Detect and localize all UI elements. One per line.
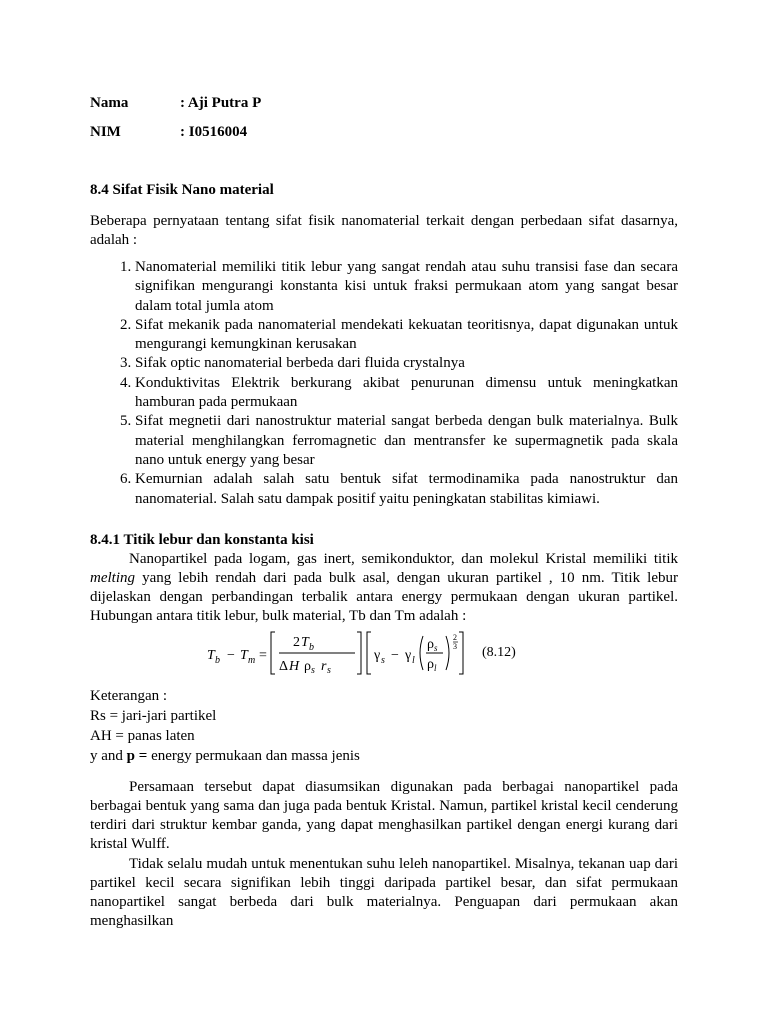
nim-value: : I0516004 — [180, 124, 248, 140]
subsection-title: 8.4.1 Titik lebur dan konstanta kisi — [90, 532, 314, 548]
name-label: Nama — [90, 95, 129, 111]
svg-text:γ: γ — [405, 648, 412, 663]
svg-text:l: l — [434, 663, 437, 673]
svg-text:T: T — [301, 635, 309, 650]
svg-text:s: s — [381, 655, 385, 666]
svg-text:s: s — [311, 665, 315, 676]
note-bold-term: p = — [126, 748, 148, 764]
svg-text:T: T — [240, 648, 248, 663]
name-value: : Aji Putra P — [180, 95, 262, 111]
svg-text:2: 2 — [293, 635, 300, 650]
subsection-paragraph-2: Persamaan tersebut dapat diasumsikan digunakan pada berbagai nanopartikel pada berbagai bentuk yang sama dan juga pada bentuk Kristal. Namun, partikel kristal kecil cenderung terdiri dari struktur kembar ganda, yang dapat menghasilkan partikel dengan energi kurang dari kristal Wulff. — [90, 779, 678, 852]
svg-text:2: 2 — [453, 633, 457, 642]
svg-text:=: = — [259, 648, 267, 663]
paragraph-text: yang lebih rendah dari pada bulk asal, dengan ukuran partikel , 10 nm. Titik lebur dijelaskan dengan perbandingan terbalik antara energy permukaan dengan ukuran partikel. Hubungan antara titik lebur, bulk material, Tb dan Tm adalah : — [90, 570, 678, 624]
svg-text:l: l — [412, 655, 415, 666]
svg-text:r: r — [321, 659, 327, 674]
svg-text:s: s — [327, 665, 331, 676]
list-item: 5. Sifat megnetii dari nanostruktur material sangat berbeda dengan bulk materialnya. Bulk material menghilangkan ferromagnetic dan mentransfer ke supermagnetik pada skala nano untuk energy yang besar — [135, 412, 678, 470]
paragraph-text: Nanopartikel pada logam, gas inert, semikonduktor, dan molekul Kristal memiliki titik — [129, 551, 678, 567]
svg-text:T: T — [207, 648, 215, 663]
notes-block — [90, 686, 360, 766]
list-item: 3. Sifak optic nanomaterial berbeda dari fluida crystalnya — [135, 354, 678, 373]
list-item: 1. Nanomaterial memiliki titik lebur yang sangat rendah atau suhu transisi fase dan secara signifikan mengurangi konstanta kisi untuk fraksi permukaan atom yang sangat besar dalam total jumla atom — [135, 258, 678, 316]
nim-label: NIM — [90, 124, 121, 140]
subsection-paragraph-1 — [90, 550, 678, 626]
note-latent-heat: AH = panas laten — [90, 728, 195, 744]
svg-text:b: b — [215, 655, 220, 666]
svg-text:−: − — [227, 648, 235, 663]
note-surface-energy — [90, 746, 360, 766]
svg-text:γ: γ — [374, 648, 381, 663]
svg-text:−: − — [391, 648, 399, 663]
svg-text:ρ: ρ — [304, 659, 311, 674]
svg-text:b: b — [309, 642, 314, 653]
italic-term: melting — [90, 570, 135, 586]
list-item: 4. Konduktivitas Elektrik berkurang akibat penurunan dimensu untuk meningkatkan hamburan pada permukaan — [135, 374, 678, 413]
list-item: 2. Sifat mekanik pada nanomaterial mendekati kekuatan teoritisnya, dapat digunakan untuk mengurangi kemungkinan kerusakan — [135, 316, 678, 355]
section-intro: Beberapa pernyataan tentang sifat fisik nanomaterial terkait dengan perbedaan sifat dasarnya, adalah : — [90, 213, 678, 248]
svg-text:Δ: Δ — [279, 659, 289, 674]
svg-text:s: s — [434, 643, 438, 653]
note-text: energy permukaan dan massa jenis — [147, 748, 360, 764]
note-radius: Rs = jari-jari partikel — [90, 708, 217, 724]
note-text: y and — [90, 748, 127, 764]
list-item: 6. Kemurnian adalah salah satu bentuk sifat termodinamika pada nanostruktur dan nanomaterial. Salah satu dampak positif yaitu peningkatan stabilitas kimiawi. — [135, 470, 678, 509]
nim-row — [90, 122, 247, 142]
svg-text:ρ: ρ — [427, 637, 434, 652]
svg-text:H: H — [289, 659, 300, 674]
properties-list — [90, 258, 678, 509]
svg-text:3: 3 — [453, 642, 457, 651]
notes-title: Keterangan : — [90, 688, 168, 704]
svg-text:m: m — [248, 655, 256, 666]
svg-text:ρ: ρ — [427, 657, 434, 672]
name-row — [90, 93, 261, 113]
subsection-paragraph-3: Tidak selalu mudah untuk menentukan suhu leleh nanopartikel. Misalnya, tekanan uap dari partikel kecil secara signifikan lebih tinggi daripada partikel besar, dan sifat permukaan nanopartikel sangat berbeda dari bulk materialnya. Penguapan dari permukaan akan menghasilkan — [90, 856, 678, 929]
equation-number: (8.12) — [482, 645, 516, 660]
section-title: 8.4 Sifat Fisik Nano material — [90, 182, 274, 198]
